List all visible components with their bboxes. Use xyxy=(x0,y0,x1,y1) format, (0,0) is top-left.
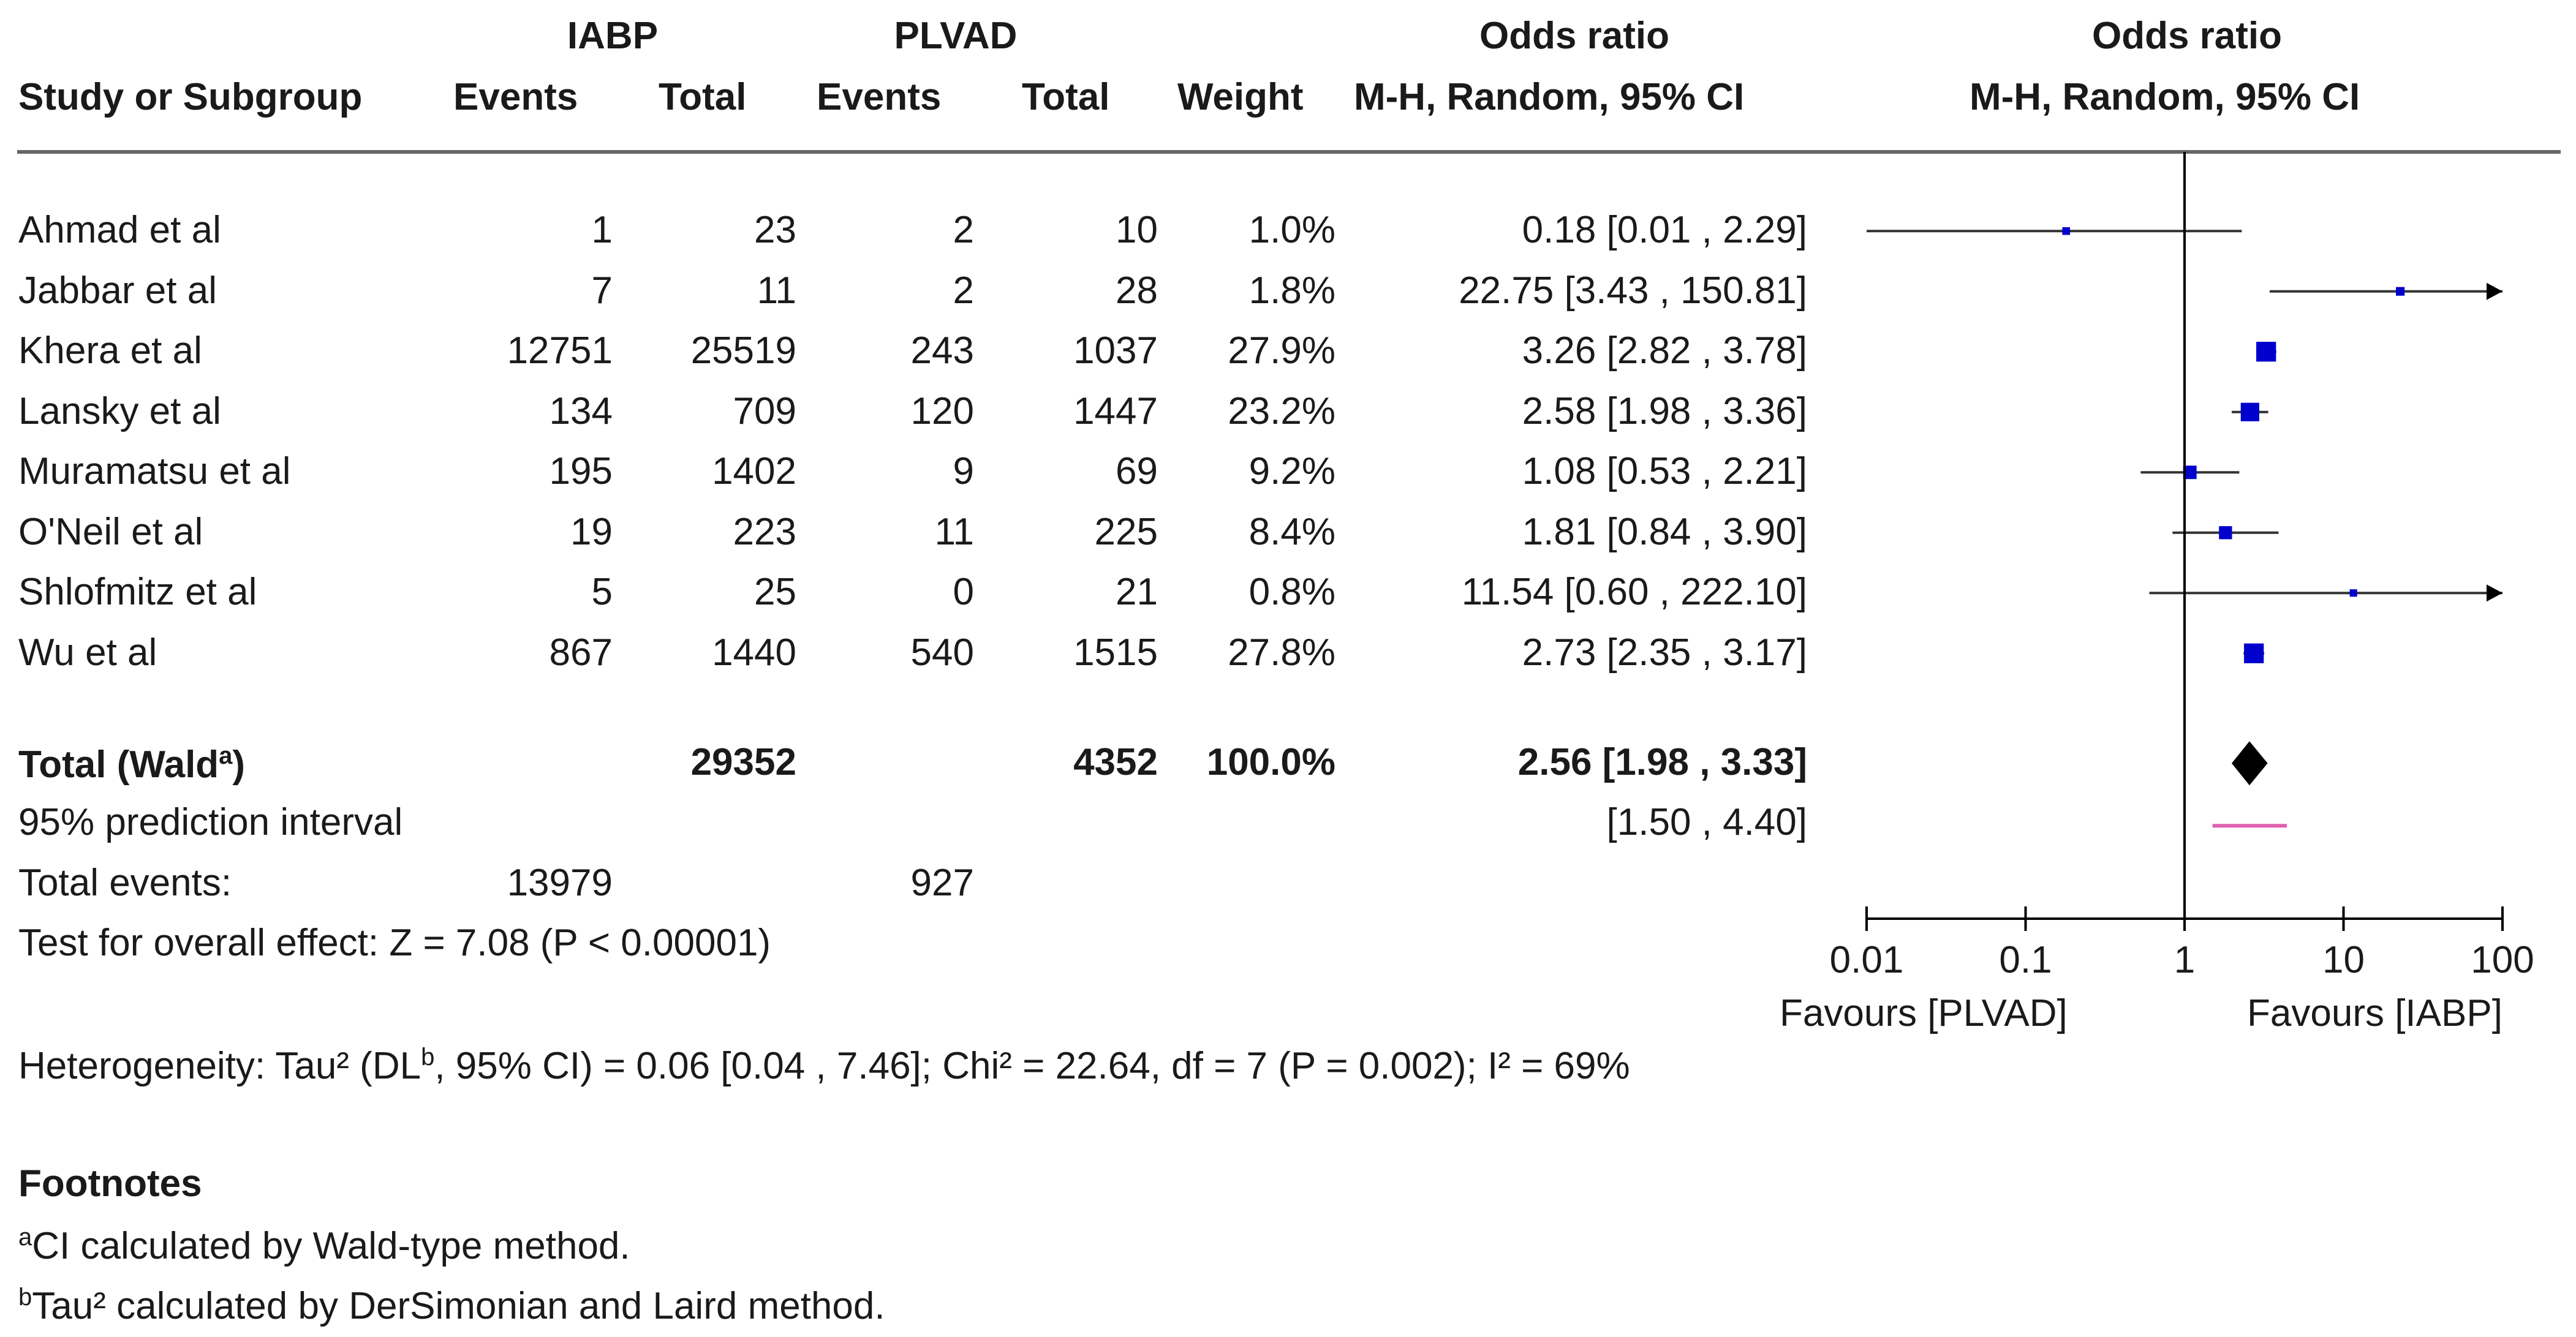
study-name: Wu et al xyxy=(18,631,157,674)
group2-events-value: 11 xyxy=(934,510,974,553)
study-name: Ahmad et al xyxy=(18,209,221,251)
group2-total-value: 1515 xyxy=(1073,631,1158,674)
or-ci-value: 1.08 [0.53 , 2.21] xyxy=(1522,450,1807,492)
favours-left-label: Favours [PLVAD] xyxy=(1780,992,2068,1034)
group2-total-value: 28 xyxy=(1116,269,1158,312)
group1-total-value: 223 xyxy=(733,510,796,553)
study-marker xyxy=(2241,403,2259,421)
group1-total-value: 23 xyxy=(754,209,796,251)
group2-total-value: 10 xyxy=(1116,209,1158,251)
pooled-diamond xyxy=(2232,741,2268,785)
ci-arrow xyxy=(2487,584,2502,601)
or-ci-value: 2.73 [2.35 , 3.17] xyxy=(1522,631,1807,674)
footnote-b: $^b$Tau² calculated by DerSimonian and Laird method. xyxy=(18,1284,885,1327)
x-axis-tick-label: 1 xyxy=(2174,939,2196,981)
total-weight: 100.0% xyxy=(1206,741,1335,783)
study-name: Khera et al xyxy=(18,330,202,372)
or-ci-value: 11.54 [0.60 , 222.10] xyxy=(1461,571,1807,613)
study-column-header: Study or Subgroup xyxy=(18,76,363,118)
group1-total-value: 25519 xyxy=(690,330,796,372)
or-ci-value: 2.58 [1.98 , 3.36] xyxy=(1522,390,1807,432)
or-ci-value: 22.75 [3.43 , 150.81] xyxy=(1459,269,1807,312)
group2-total-value: 1447 xyxy=(1073,390,1158,432)
group1-events-header: Events xyxy=(453,76,578,118)
group1-events-value: 867 xyxy=(549,631,613,674)
footnotes-title: Footnotes xyxy=(18,1162,202,1205)
x-axis-tick-label: 0.1 xyxy=(1999,939,2052,981)
group1-events-value: 195 xyxy=(549,450,613,492)
weight-value: 23.2% xyxy=(1228,390,1335,432)
group2-events-value: 2 xyxy=(953,209,974,251)
study-marker xyxy=(2396,287,2404,296)
group2-events-value: 0 xyxy=(953,571,974,613)
group2-total-value: 225 xyxy=(1094,510,1158,553)
study-name: Lansky et al xyxy=(18,390,221,432)
odds-ratio-header: Odds ratio xyxy=(1479,15,1670,57)
overall-effect-test: Test for overall effect: Z = 7.08 (P < 0.00001) xyxy=(18,922,771,964)
prediction-interval-label: 95% prediction interval xyxy=(18,801,403,843)
weight-value: 8.4% xyxy=(1248,510,1335,553)
group2-events-value: 2 xyxy=(953,269,974,312)
x-axis-tick-label: 10 xyxy=(2322,939,2365,981)
plot-odds-ratio-header: Odds ratio xyxy=(2091,15,2283,57)
group1-header: IABP xyxy=(567,15,659,57)
study-name: Muramatsu et al xyxy=(18,450,291,492)
group1-events-value: 5 xyxy=(591,571,613,613)
study-marker xyxy=(2062,227,2070,235)
or-ci-value: 0.18 [0.01 , 2.29] xyxy=(1522,209,1807,251)
favours-right-label: Favours [IABP] xyxy=(2247,992,2502,1034)
group2-events-value: 243 xyxy=(910,330,974,372)
group1-total-value: 709 xyxy=(733,390,796,432)
study-marker xyxy=(2350,589,2357,597)
or-ci-value: 1.81 [0.84 , 3.90] xyxy=(1522,510,1807,553)
weight-value: 27.9% xyxy=(1228,330,1335,372)
heterogeneity-stats: Heterogeneity: Tau² ($DL^b$, 95% CI) = 0.06 [0.04 , 7.46]; Chi² = 22.64, df = 7 (P = 0.002); I² = 69% xyxy=(18,1044,1630,1087)
total-row-label: Total (Wald$^a$) xyxy=(18,742,246,786)
group1-total-value: 25 xyxy=(754,571,796,613)
or-ci-value: 3.26 [2.82 , 3.78] xyxy=(1522,330,1807,372)
footnote-a: $^a$CI calculated by Wald-type method. xyxy=(18,1224,630,1267)
total-or-ci: 2.56 [1.98 , 3.33] xyxy=(1517,741,1807,783)
x-axis-tick-label: 100 xyxy=(2471,939,2534,981)
plot-ci-method-header: M-H, Random, 95% CI xyxy=(1970,76,2360,118)
total-group1-count: 29352 xyxy=(690,741,796,783)
group2-events-value: 540 xyxy=(910,631,974,674)
ci-arrow xyxy=(2487,283,2502,300)
group1-events-value: 134 xyxy=(549,390,613,432)
total-events-label: Total events: xyxy=(18,862,232,904)
study-name: O'Neil et al xyxy=(18,510,203,553)
study-marker xyxy=(2219,526,2232,539)
group1-events-value: 19 xyxy=(570,510,613,553)
group1-events-value: 1 xyxy=(591,209,613,251)
group1-total-value: 11 xyxy=(757,269,796,312)
weight-value: 1.8% xyxy=(1248,269,1335,312)
group2-header: PLVAD xyxy=(894,15,1018,57)
group2-events-value: 120 xyxy=(910,390,974,432)
group1-events-value: 12751 xyxy=(507,330,613,372)
weight-header: Weight xyxy=(1177,76,1304,118)
total-events-group2: 927 xyxy=(910,862,974,904)
study-name: Jabbar et al xyxy=(18,269,217,312)
study-marker xyxy=(2244,644,2264,663)
total-group2-count: 4352 xyxy=(1073,741,1158,783)
group2-events-value: 9 xyxy=(953,450,974,492)
weight-value: 27.8% xyxy=(1228,631,1335,674)
group2-total-value: 1037 xyxy=(1073,330,1158,372)
study-name: Shlofmitz et al xyxy=(18,571,257,613)
group1-events-value: 7 xyxy=(591,269,613,312)
group1-total-header: Total xyxy=(659,76,747,118)
group2-events-header: Events xyxy=(817,76,942,118)
ci-method-header: M-H, Random, 95% CI xyxy=(1354,76,1745,118)
weight-value: 9.2% xyxy=(1248,450,1335,492)
weight-value: 1.0% xyxy=(1248,209,1335,251)
study-marker xyxy=(2256,342,2276,361)
group2-total-header: Total xyxy=(1022,76,1110,118)
prediction-interval-value: [1.50 , 4.40] xyxy=(1606,801,1807,843)
total-events-group1: 13979 xyxy=(507,862,613,904)
group2-total-value: 21 xyxy=(1116,571,1158,613)
x-axis-tick-label: 0.01 xyxy=(1829,939,1904,981)
group2-total-value: 69 xyxy=(1116,450,1158,492)
group1-total-value: 1440 xyxy=(712,631,796,674)
group1-total-value: 1402 xyxy=(712,450,796,492)
weight-value: 0.8% xyxy=(1248,571,1335,613)
